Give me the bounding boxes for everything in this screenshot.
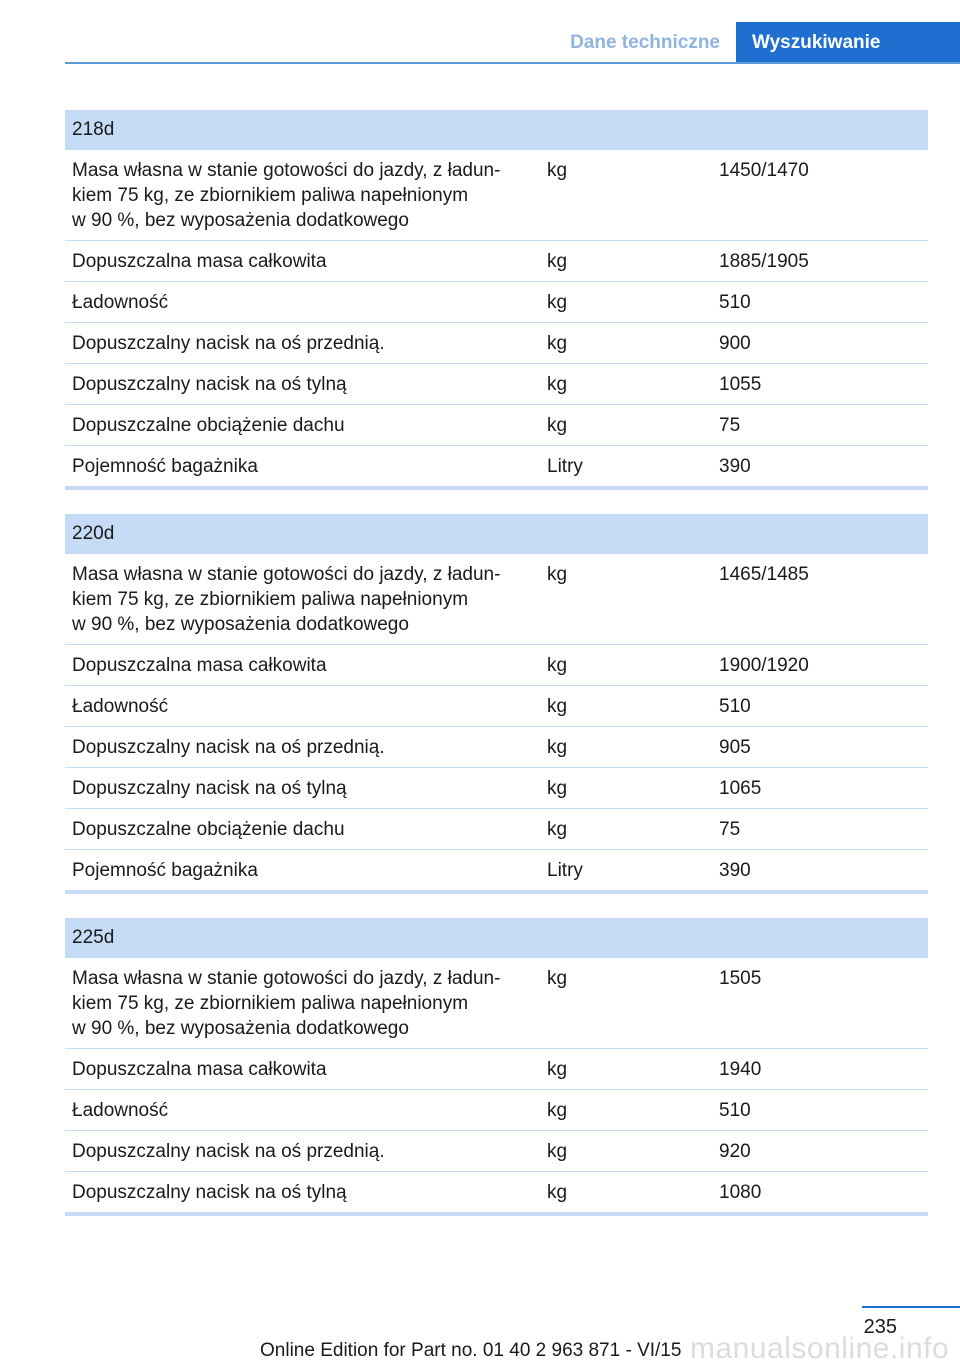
spec-label: Dopuszczalny nacisk na oś tylną [65,1172,540,1215]
spec-table-225d [65,918,928,1216]
spec-value: 510 [712,1090,928,1131]
tab-dane-techniczne[interactable]: Dane techniczne [570,32,720,53]
table-row [65,150,928,241]
spec-value: 390 [712,446,928,489]
spec-value: 1900/1920 [712,645,928,686]
spec-unit: kg [540,645,712,686]
table-row [65,1090,928,1131]
spec-label: Dopuszczalny nacisk na oś tylną [65,768,540,809]
spec-label: Pojemność bagażnika [65,446,540,489]
table-row [65,282,928,323]
spec-label: Dopuszczalny nacisk na oś tylną [65,364,540,405]
spec-value: 1465/1485 [712,554,928,645]
page-number: 235 [863,1316,897,1338]
table-row [65,241,928,282]
spec-label: Dopuszczalna masa całkowita [65,1049,540,1090]
spec-unit: kg [540,554,712,645]
table-row [65,958,928,1049]
spec-table-218d [65,110,928,490]
edition-footer: Online Edition for Part no. 01 40 2 963 871 - VI/15 [260,1340,682,1361]
spec-value: 510 [712,282,928,323]
spec-value: 900 [712,323,928,364]
spec-unit: Litry [540,446,712,489]
spec-unit: kg [540,686,712,727]
spec-unit: kg [540,241,712,282]
table-row [65,1131,928,1172]
spec-unit: kg [540,405,712,446]
spec-label: Masa własna w stanie gotowości do jazdy, z ładun- kiem 75 kg, ze zbiornikiem paliwa napełnionym w 90 %, bez wyposażenia dodatkowego [65,958,540,1049]
table-title: 225d [65,918,928,958]
table-title: 220d [65,514,928,554]
spec-value: 1065 [712,768,928,809]
spec-value: 1940 [712,1049,928,1090]
spec-table-220d [65,514,928,894]
spec-unit: kg [540,1090,712,1131]
tab-wyszukiwanie[interactable]: Wyszukiwanie [736,22,960,62]
table-row [65,809,928,850]
spec-value: 390 [712,850,928,893]
spec-value: 1505 [712,958,928,1049]
spec-value: 905 [712,727,928,768]
table-title: 218d [65,110,928,150]
spec-label: Dopuszczalny nacisk na oś przednią. [65,1131,540,1172]
spec-unit: kg [540,323,712,364]
spec-label: Dopuszczalne obciążenie dachu [65,809,540,850]
spec-label: Masa własna w stanie gotowości do jazdy, z ładun- kiem 75 kg, ze zbiornikiem paliwa napełnionym w 90 %, bez wyposażenia dodatkowego [65,554,540,645]
spec-value: 1885/1905 [712,241,928,282]
spec-unit: kg [540,1131,712,1172]
table-row [65,405,928,446]
table-row [65,1049,928,1090]
spec-label: Dopuszczalna masa całkowita [65,241,540,282]
spec-label: Dopuszczalny nacisk na oś przednią. [65,727,540,768]
spec-value: 1450/1470 [712,150,928,241]
table-row [65,727,928,768]
spec-label: Pojemność bagażnika [65,850,540,893]
spec-unit: kg [540,727,712,768]
spec-value: 75 [712,405,928,446]
spec-value: 75 [712,809,928,850]
spec-label: Dopuszczalny nacisk na oś przednią. [65,323,540,364]
spec-label: Dopuszczalna masa całkowita [65,645,540,686]
spec-value: 920 [712,1131,928,1172]
table-row [65,768,928,809]
table-row [65,645,928,686]
page-number-rule [862,1306,960,1308]
spec-value: 1055 [712,364,928,405]
page-header [65,22,960,64]
watermark: manualsonline.info [690,1332,950,1365]
table-row [65,446,928,489]
spec-value: 1080 [712,1172,928,1215]
spec-value: 510 [712,686,928,727]
table-row [65,323,928,364]
spec-unit: kg [540,364,712,405]
table-row [65,850,928,893]
table-row [65,554,928,645]
spec-unit: kg [540,1049,712,1090]
spec-label: Ładowność [65,282,540,323]
spec-label: Ładowność [65,686,540,727]
spec-label: Masa własna w stanie gotowości do jazdy, z ładun- kiem 75 kg, ze zbiornikiem paliwa napełnionym w 90 %, bez wyposażenia dodatkowego [65,150,540,241]
spec-unit: kg [540,282,712,323]
spec-unit: kg [540,958,712,1049]
spec-unit: kg [540,150,712,241]
spec-unit: kg [540,768,712,809]
spec-unit: kg [540,1172,712,1215]
table-row [65,1172,928,1215]
spec-unit: kg [540,809,712,850]
spec-label: Dopuszczalne obciążenie dachu [65,405,540,446]
spec-label: Ładowność [65,1090,540,1131]
spec-unit: Litry [540,850,712,893]
table-row [65,686,928,727]
table-row [65,364,928,405]
